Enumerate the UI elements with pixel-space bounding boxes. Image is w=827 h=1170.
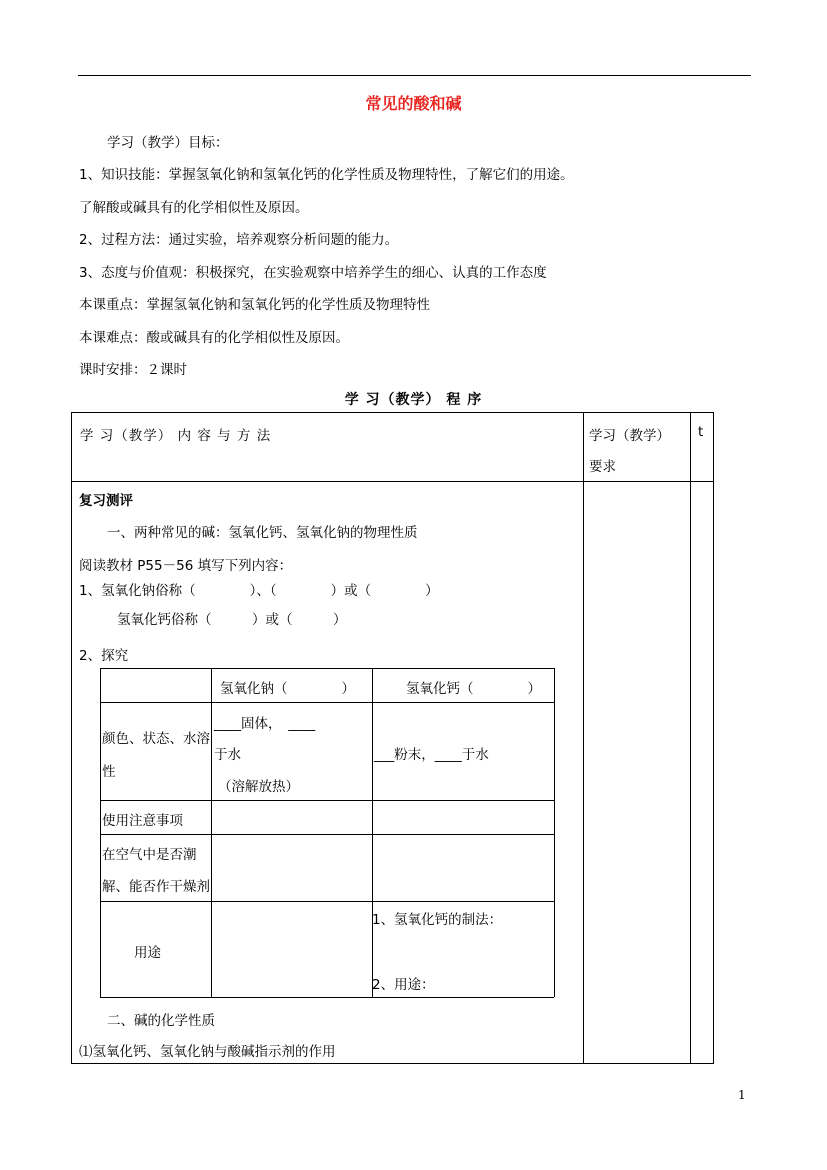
header-requirement-line2: 要求 xyxy=(589,459,616,475)
objectives-heading: 学习（教学）目标： xyxy=(107,135,229,151)
inner-row-line-3 xyxy=(100,834,554,835)
inner-table-top xyxy=(100,668,554,669)
page-number: 1 xyxy=(738,1088,746,1102)
col-divider-1 xyxy=(583,412,584,1064)
inner-col-2 xyxy=(372,668,373,997)
row1-naoh-b: 于水 xyxy=(214,747,241,763)
review-heading: 复习测评 xyxy=(79,493,133,509)
key-point: 本课重点：掌握氢氧化钠和氢氧化钙的化学性质及物理特性 xyxy=(79,297,430,313)
sub-indicator: ⑴氢氧化钙、氢氧化钠与酸碱指示剂的作用 xyxy=(79,1044,336,1060)
row4-label: 用途 xyxy=(134,945,161,961)
question-1: 1、氢氧化钠俗称（ ）、（ ）或（ ） xyxy=(79,583,439,599)
row1-caoh: ___粉末，____于水 xyxy=(374,747,489,763)
row2-label: 使用注意事项 xyxy=(102,813,183,829)
header-content-method: 学 习（教学） 内 容 与 方 法 xyxy=(80,428,272,444)
difficulty: 本课难点：酸或碱具有的化学相似性及原因。 xyxy=(79,330,349,346)
inner-header-caoh: 氢氧化钙（ ） xyxy=(406,681,541,697)
row4-caoh-a: 1、氢氧化钙的制法： xyxy=(372,912,503,928)
page-title: 常见的酸和碱 xyxy=(365,94,462,113)
header-requirement-line1: 学习（教学） xyxy=(589,428,670,444)
row1-label-a: 颜色、状态、水溶 xyxy=(102,731,210,747)
inner-col-left xyxy=(100,668,101,997)
question-2: 2、探究 xyxy=(79,648,129,664)
header-divider xyxy=(71,481,714,482)
objective-1-cont: 了解酸或碱具有的化学相似性及原因。 xyxy=(79,200,309,216)
objective-1: 1、知识技能：掌握氢氧化钠和氢氧化钙的化学性质及物理特性，了解它们的用途。 xyxy=(79,167,574,183)
row1-naoh-c: （溶解放热） xyxy=(218,779,299,795)
inner-table-bottom xyxy=(100,997,554,998)
inner-row-line-1 xyxy=(100,702,554,703)
header-t: t xyxy=(698,424,704,440)
col-divider-2 xyxy=(690,412,691,1064)
inner-row-line-2 xyxy=(100,800,554,801)
objective-3: 3、态度与价值观：积极探究，在实验观察中培养学生的细心、认真的工作态度 xyxy=(79,265,547,281)
schedule: 课时安排：２课时 xyxy=(79,362,187,378)
inner-row-line-4 xyxy=(100,901,554,902)
procedure-title: 学 习（教学） 程 序 xyxy=(344,392,483,408)
row3-label-b: 解、能否作干燥剂 xyxy=(102,879,210,895)
row1-naoh-a: ____固体， ____ xyxy=(214,716,316,732)
row3-label-a: 在空气中是否潮 xyxy=(102,847,197,863)
row1-label-b: 性 xyxy=(102,764,116,780)
objective-2: 2、过程方法：通过实验，培养观察分析问题的能力。 xyxy=(79,232,399,248)
inner-col-right xyxy=(554,668,555,997)
row4-caoh-b: 2、用途： xyxy=(372,977,435,993)
inner-col-1 xyxy=(211,668,212,997)
reading-instruction: 阅读教材 P55－56 填写下列内容： xyxy=(79,558,293,574)
section-chemical-properties: 二、碱的化学性质 xyxy=(107,1013,215,1029)
section-physical-properties: 一、两种常见的碱：氢氧化钙、氢氧化钠的物理性质 xyxy=(107,525,418,541)
inner-header-naoh: 氢氧化钠（ ） xyxy=(220,681,355,697)
header-rule xyxy=(78,75,751,76)
question-1b: 氢氧化钙俗称（ ）或（ ） xyxy=(117,612,347,628)
